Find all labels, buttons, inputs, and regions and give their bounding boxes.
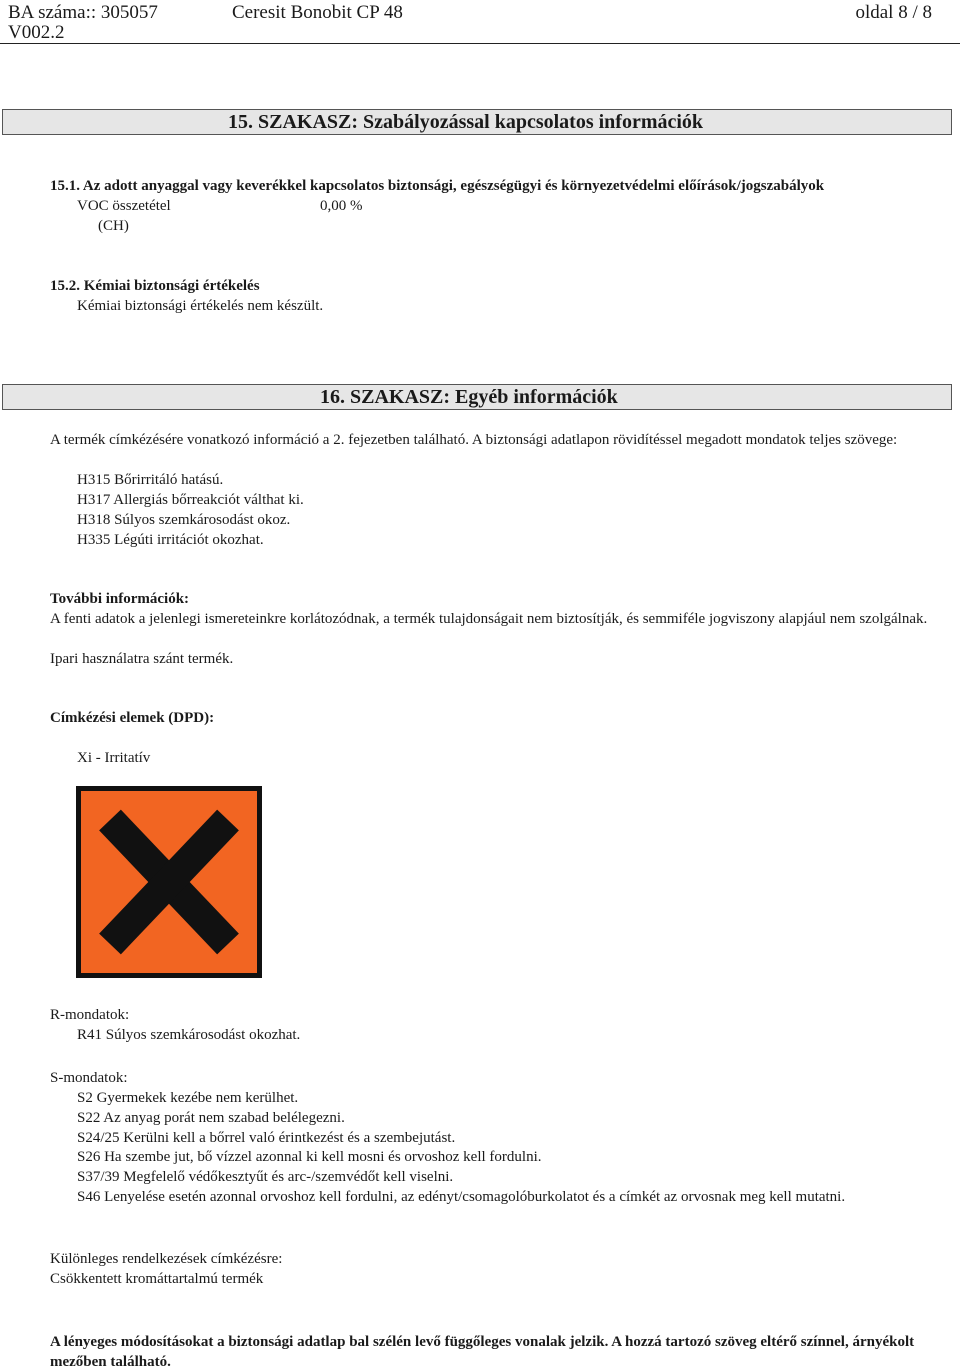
xi-irritant-cross-icon bbox=[76, 786, 262, 978]
revision-footer-note: A lényeges módosításokat a biztonsági adatlap bal szélén levő függőleges vonalak jelzik. A hozzá tartozó szöveg eltérő színnel, árnyékolt mezőben található. bbox=[50, 1334, 915, 1370]
subsection-15-2-title: 15.2. Kémiai biztonsági értékelés bbox=[50, 278, 260, 294]
section16-intro: A termék címkézésére vonatkozó információ a 2. fejezetben található. A biztonsági adatlapon rövidítéssel megadott mondatok teljes szövege: bbox=[50, 432, 898, 448]
special-provisions-title: Különleges rendelkezések címkézésre: bbox=[50, 1251, 283, 1267]
s-phrase: S22 Az anyag porát nem szabad belélegezni. bbox=[77, 1110, 345, 1126]
s-phrase: S26 Ha szembe jut, bő vízzel azonnal ki kell mosni és orvoshoz kell fordulni. bbox=[77, 1149, 542, 1165]
document-version: V002.2 bbox=[8, 22, 65, 43]
h-phrase: H318 Súlyos szemkárosodást okoz. bbox=[77, 512, 291, 528]
s-phrases-title: S-mondatok: bbox=[50, 1070, 128, 1086]
h-phrase: H335 Légúti irritációt okozhat. bbox=[77, 532, 264, 548]
subsection-15-2-text: Kémiai biztonsági értékelés nem készült. bbox=[77, 298, 324, 314]
s-phrase: S2 Gyermekek kezébe nem kerülhet. bbox=[77, 1090, 299, 1106]
labelling-elements-title: Címkézési elemek (DPD): bbox=[50, 710, 215, 726]
s-phrase: S46 Lenyelése esetén azonnal orvoshoz kell fordulni, az edényt/csomagolóburkolatot és a címkét az orvosnak meg kell mutatni. bbox=[77, 1189, 846, 1205]
voc-label: VOC összetétel bbox=[77, 198, 171, 214]
h-phrase: H315 Bőrirritáló hatású. bbox=[77, 472, 224, 488]
special-provisions-text: Csökkentett kromáttartalmú termék bbox=[50, 1271, 264, 1287]
voc-region: (CH) bbox=[98, 218, 129, 234]
r-phrase: R41 Súlyos szemkárosodást okozhat. bbox=[77, 1027, 301, 1043]
r-phrases-title: R-mondatok: bbox=[50, 1007, 130, 1023]
section16-title: 16. SZAKASZ: Egyéb információk bbox=[320, 386, 618, 408]
product-name: Ceresit Bonobit CP 48 bbox=[232, 2, 403, 23]
page-number: oldal 8 / 8 bbox=[855, 2, 932, 23]
industrial-use-note: Ipari használatra szánt termék. bbox=[50, 651, 234, 667]
further-info-title: További információk: bbox=[50, 591, 190, 607]
further-info-text: A fenti adatok a jelenlegi ismereteinkre korlátozódnak, a termék tulajdonságait nem biztosítják, és semmiféle jogviszony alapjául nem szolgálnak. bbox=[50, 611, 928, 627]
subsection-15-1-title: 15.1. Az adott anyaggal vagy keverékkel kapcsolatos biztonsági, egészségügyi és környezetvédelmi előírások/jogszabályok bbox=[50, 178, 825, 194]
header-rule bbox=[0, 43, 960, 44]
document-number: BA száma:: 305057 bbox=[8, 2, 158, 23]
s-phrase: S24/25 Kerülni kell a bőrrel való érintkezést és a szembejutást. bbox=[77, 1130, 456, 1146]
h-phrase: H317 Allergiás bőrreakciót válthat ki. bbox=[77, 492, 304, 508]
hazard-label: Xi - Irritatív bbox=[77, 750, 151, 766]
voc-value: 0,00 % bbox=[320, 198, 363, 214]
s-phrase: S37/39 Megfelelő védőkesztyűt és arc-/szemvédőt kell viselni. bbox=[77, 1169, 454, 1185]
section15-title: 15. SZAKASZ: Szabályozással kapcsolatos információk bbox=[228, 111, 704, 133]
